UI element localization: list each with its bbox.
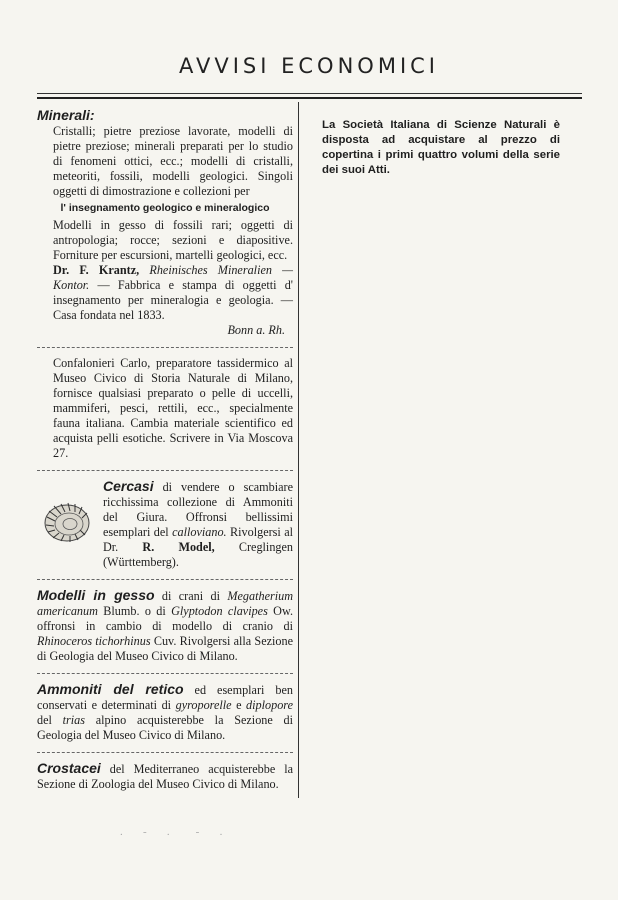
ad-heading-modelli: Modelli in gesso xyxy=(37,587,155,603)
ad-italic: Rhinoceros tichorhinus xyxy=(37,634,151,648)
ad-body: del xyxy=(37,713,52,727)
left-column xyxy=(37,108,293,792)
ad-separator xyxy=(37,673,293,674)
ad-body: del Mediterraneo acquisterebbe la Sezione di Zoologia del Museo Civico di Milano. xyxy=(37,762,294,791)
ad-separator xyxy=(37,470,293,471)
ad-italic: Megatherium americanum xyxy=(37,589,294,618)
ad-body: Ow. offronsi in cambio di modello di cranio di xyxy=(37,604,294,633)
ad-body: preparatore tassidermico al Museo Civico di Storia Naturale di Milano, fornisce qualsiasi preparato o pelle di uccelli, mammiferi, pesci, rettili, ecc., specialmente fauna italiana. Cambia materiale scientifico ed acquista pelli esotiche. Scrivere in Via Moscova 27. xyxy=(53,356,294,460)
ad-heading-ammoniti: Ammoniti del retico xyxy=(37,681,184,697)
ad-minerali xyxy=(37,108,293,338)
page-footer-marks: . - . - . xyxy=(120,826,226,838)
ad-separator xyxy=(37,347,293,348)
ad-place: Bonn a. Rh. xyxy=(227,323,285,337)
ad-body: ed esemplari ben conservati e determinati di xyxy=(37,683,293,712)
ad-modelli-gesso xyxy=(37,588,293,664)
page-title: AVVISI ECONOMICI xyxy=(178,54,439,78)
ad-separator xyxy=(37,752,293,753)
ad-text: — Fabbrica e stampa di oggetti d' insegnamento per mineralogia e geologia. — Casa fondata nel 1833. xyxy=(53,278,294,322)
ad-crostacei xyxy=(37,761,293,792)
ad-italic: gyroporelle xyxy=(175,698,232,712)
ad-italic: Glyptodon clavipes xyxy=(171,604,268,618)
ad-cercasi-text xyxy=(103,479,293,570)
ad-body xyxy=(37,263,293,323)
ad-italic: trias xyxy=(62,713,85,727)
ad-body: Cristalli; pietre preziose lavorate, modelli di pietre preziose; minerali preparati per lo studio di fenomeni ottici, ecc.; modelli di cristalli, meteoriti, fossili, modelli geologici. Singoli oggetti di dimostrazione e collezioni per xyxy=(53,124,293,198)
ad-italic: diplopore xyxy=(246,698,293,712)
ad-body: di vendere o scambiare ricchissima collezione di Ammoniti del Giura. Offronsi bellissimi esemplari del xyxy=(103,480,293,539)
ad-heading-crostacei: Crostacei xyxy=(37,760,101,776)
ad-body: Cuv. Rivolgersi alla Sezione di Geologia del Museo Civico di Milano. xyxy=(37,634,294,663)
header-rule-thin xyxy=(37,93,582,94)
ad-heading-cercasi: Cercasi xyxy=(103,478,154,494)
ad-body: Creglingen (Württemberg). xyxy=(103,540,294,569)
column-divider xyxy=(298,102,299,798)
ad-body: e xyxy=(236,698,242,712)
ad-heading-minerali: Minerali: xyxy=(37,107,95,123)
societa-notice: La Società Italiana di Scienze Naturali è disposta ad acquistare al prezzo di copertina i primi quattro volumi della serie dei suoi Atti. xyxy=(322,119,560,176)
ad-confalonieri xyxy=(37,356,293,461)
ammonite-fossil-icon xyxy=(37,493,97,549)
ad-name: Confalonieri Carlo, xyxy=(53,356,151,370)
ad-cercasi xyxy=(37,479,293,570)
ad-body: di crani di xyxy=(161,589,220,603)
ad-name: R. Model, xyxy=(142,540,215,554)
right-column xyxy=(306,118,560,178)
ad-italic: calloviano. xyxy=(172,525,227,539)
ad-name: Dr. F. Krantz, xyxy=(53,263,140,277)
ad-body: Modelli in gesso di fossili rari; oggetti di antropologia; rocce; sezioni e diapositive. Forniture per escursioni, martelli geologici, ecc. xyxy=(53,218,293,262)
ad-body: alpino acquisterebbe la Sezione di Geologia del Museo Civico di Milano. xyxy=(37,713,294,742)
ad-body: Blumb. o di xyxy=(103,604,166,618)
ad-separator xyxy=(37,579,293,580)
ad-subheading: l' insegnamento geologico e mineralogico xyxy=(60,202,270,214)
ad-body: Rivolgersi al Dr. xyxy=(103,525,294,554)
header-rule-thick xyxy=(37,97,582,99)
ad-firm: Rheinisches Mineralien — Kontor. xyxy=(53,263,293,292)
ad-ammoniti xyxy=(37,682,293,743)
